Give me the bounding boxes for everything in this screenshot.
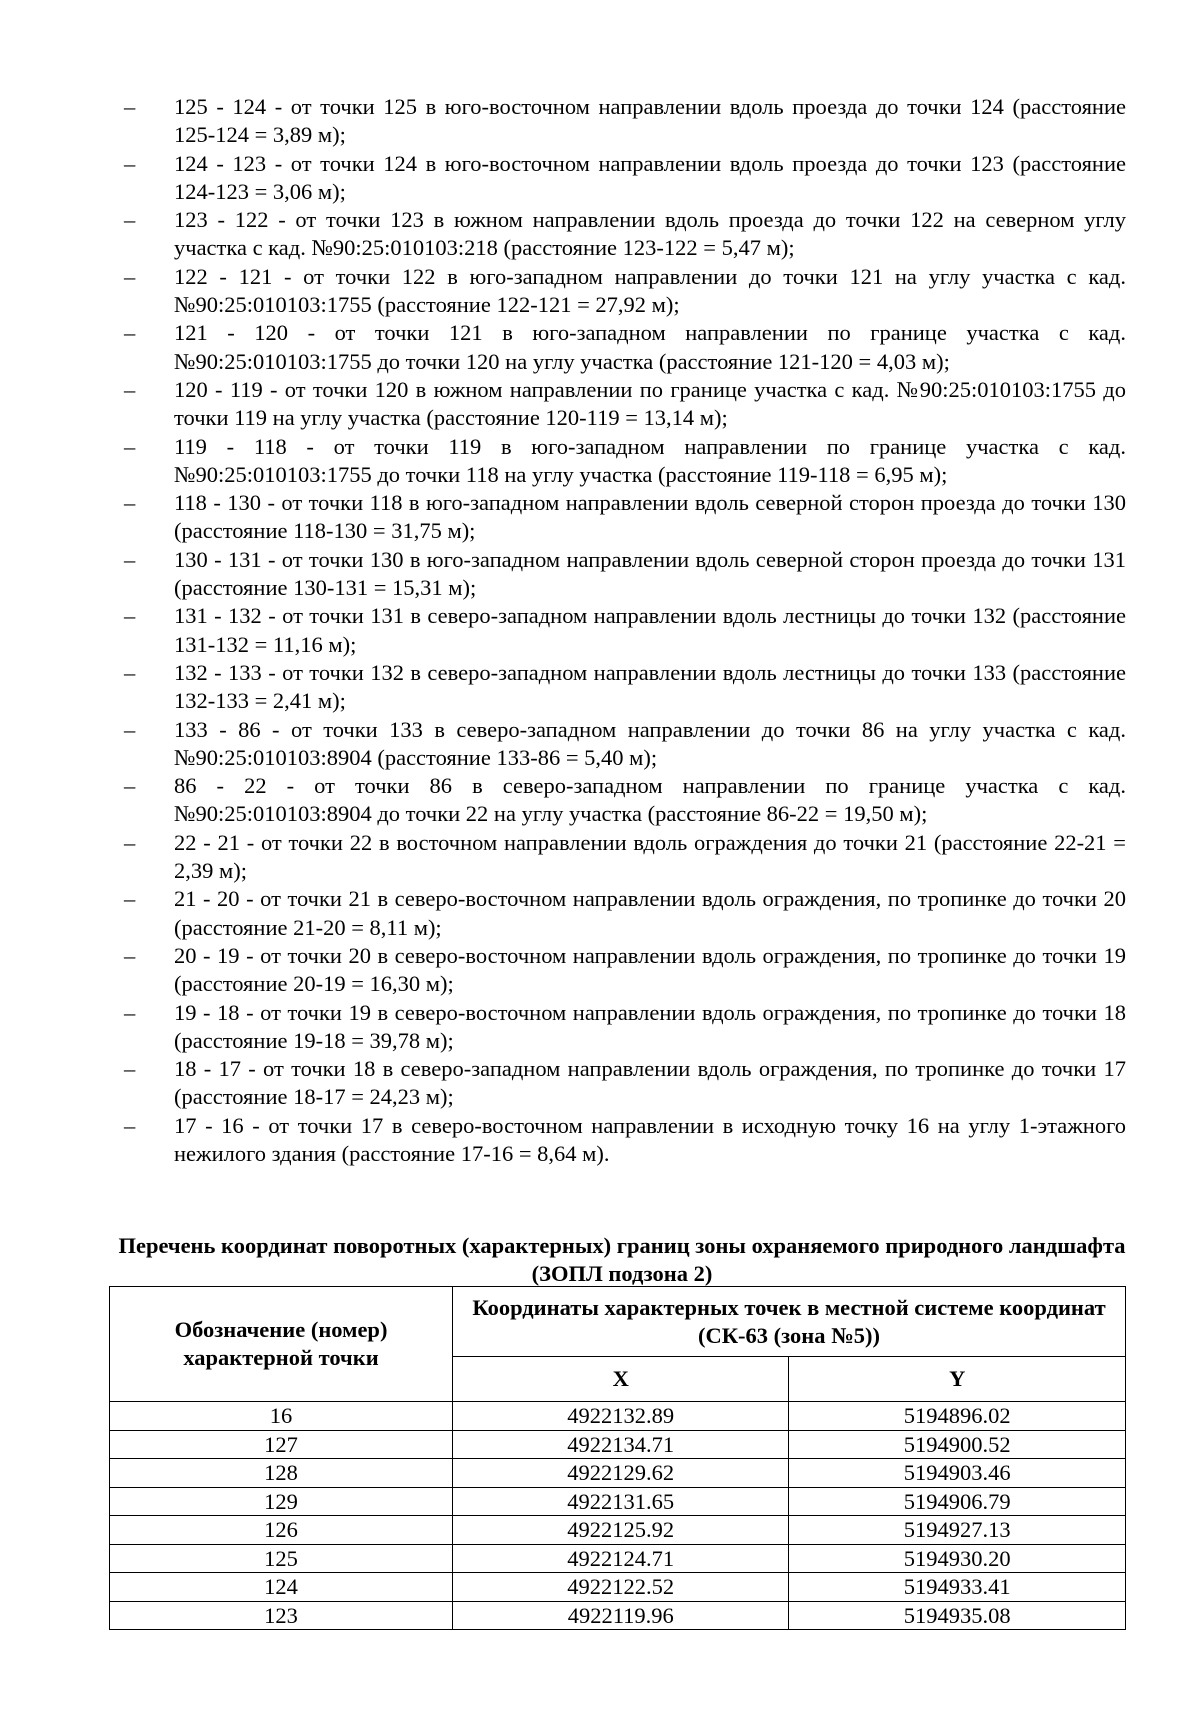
dash-bullet: – [124,829,136,855]
dash-bullet: – [124,263,136,289]
dash-bullet: – [124,94,136,119]
list-item-text: 124 - 123 - от точки 124 в юго-восточном направлении вдоль проезда до точки 123 (расстояние 124-123 = 3,06 м); [174,150,1126,204]
list-item [118,319,1126,376]
x-cell: 4922119.96 [453,1601,789,1630]
list-item-text: 86 - 22 - от точки 86 в северо-западном направлении по границе участка с кад. №90:25:010103:8904 до точки 22 на углу участка (расстояние 86-22 = 19,50 м); [174,773,1126,827]
y-cell: 5194903.46 [789,1459,1126,1488]
column-header-x: X [453,1357,789,1402]
table-row [110,1402,1126,1431]
list-item-text: 19 - 18 - от точки 19 в северо-восточном направлении вдоль ограждения, по тропинке до точки 18 (расстояние 19-18 = 39,78 м); [174,999,1126,1053]
y-cell: 5194906.79 [789,1487,1126,1516]
list-item-text: 122 - 121 - от точки 122 в юго-западном направлении до точки 121 на углу участка с кад. №90:25:010103:1755 (расстояние 122-121 = 27,92 м); [174,263,1126,318]
y-cell: 5194933.41 [789,1573,1126,1602]
dash-bullet: – [124,716,136,742]
table-row [110,1487,1126,1516]
list-item-text: 17 - 16 - от точки 17 в северо-восточном направлении в исходную точку 16 на углу 1-этажного нежилого здания (расстояние 17-16 = 8,64 м). [174,1112,1126,1166]
y-cell: 5194935.08 [789,1601,1126,1630]
list-item-text: 20 - 19 - от точки 20 в северо-восточном направлении вдоль ограждения, по тропинке до точки 19 (расстояние 20-19 = 16,30 м); [174,942,1126,997]
list-item [118,1055,1126,1112]
dash-bullet: – [124,490,136,516]
table-row [110,1601,1126,1630]
dash-bullet: – [124,376,136,402]
list-item [118,829,1126,886]
dash-bullet: – [124,603,136,629]
dash-bullet: – [124,433,136,459]
list-item [118,546,1126,603]
list-item [118,942,1126,999]
boundary-description-list [118,93,1126,1168]
table-row [110,1544,1126,1573]
list-item [118,999,1126,1056]
dash-bullet: – [124,150,136,176]
y-cell: 5194900.52 [789,1430,1126,1459]
list-item-text: 119 - 118 - от точки 119 в юго-западном направлении по границе участка с кад. №90:25:010103:1755 до точки 118 на углу участка (расстояние 119-118 = 6,95 м); [174,433,1126,487]
dash-bullet: – [124,773,136,799]
coordinates-table [109,1286,1126,1630]
table-row [110,1516,1126,1545]
list-item-text: 118 - 130 - от точки 118 в юго-западном направлении вдоль северной сторон проезда до точки 130 (расстояние 118-130 = 31,75 м); [174,490,1126,544]
list-item [118,263,1126,320]
list-item-text: 125 - 124 - от точки 125 в юго-восточном направлении вдоль проезда до точки 124 (расстояние 125-124 = 3,89 м); [174,94,1126,148]
dash-bullet: – [124,207,136,233]
list-item [118,602,1126,659]
list-item [118,433,1126,490]
list-item [118,716,1126,773]
list-item-text: 131 - 132 - от точки 131 в северо-западном направлении вдоль лестницы до точки 132 (расстояние 131-132 = 11,16 м); [174,603,1126,657]
list-item [118,885,1126,942]
coordinates-table-heading: Перечень координат поворотных (характерных) границ зоны охраняемого природного ландшафта (ЗОПЛ подзона 2) [118,1233,1126,1286]
list-item-text: 123 - 122 - от точки 123 в южном направлении вдоль проезда до точки 122 на северном углу участка с кад. №90:25:010103:218 (расстояние 123-122 = 5,47 м); [174,207,1126,261]
x-cell: 4922124.71 [453,1544,789,1573]
x-cell: 4922134.71 [453,1430,789,1459]
y-cell: 5194927.13 [789,1516,1126,1545]
x-cell: 4922122.52 [453,1573,789,1602]
dash-bullet: – [124,546,136,572]
point-cell: 127 [110,1430,453,1459]
column-header-coordinates: Координаты характерных точек в местной системе координат (СК-63 (зона №5)) [453,1287,1126,1357]
column-header-point: Обозначение (номер) характерной точки [110,1287,453,1402]
list-item [118,206,1126,263]
list-item-text: 132 - 133 - от точки 132 в северо-западном направлении вдоль лестницы до точки 133 (расстояние 132-133 = 2,41 м); [174,659,1126,714]
column-header-y: Y [789,1357,1126,1402]
y-cell: 5194896.02 [789,1402,1126,1431]
point-cell: 16 [110,1402,453,1431]
list-item [118,376,1126,433]
point-cell: 124 [110,1573,453,1602]
dash-bullet: – [124,1056,136,1082]
point-cell: 128 [110,1459,453,1488]
list-item-text: 133 - 86 - от точки 133 в северо-западном направлении до точки 86 на углу участка с кад. №90:25:010103:8904 (расстояние 133-86 = 5,40 м); [174,716,1126,770]
point-cell: 123 [110,1601,453,1630]
x-cell: 4922131.65 [453,1487,789,1516]
dash-bullet: – [124,886,136,912]
dash-bullet: – [124,999,136,1025]
x-cell: 4922125.92 [453,1516,789,1545]
point-cell: 125 [110,1544,453,1573]
list-item [118,93,1126,150]
dash-bullet: – [124,659,136,685]
point-cell: 129 [110,1487,453,1516]
list-item [118,150,1126,207]
x-cell: 4922132.89 [453,1402,789,1431]
dash-bullet: – [124,320,136,346]
list-item [118,1112,1126,1169]
list-item-text: 120 - 119 - от точки 120 в южном направлении по границе участка с кад. №90:25:010103:1755 до точки 119 на углу участка (расстояние 120-119 = 13,14 м); [174,376,1126,431]
table-row [110,1573,1126,1602]
x-cell: 4922129.62 [453,1459,789,1488]
list-item-text: 130 - 131 - от точки 130 в юго-западном направлении вдоль северной сторон проезда до точки 131 (расстояние 130-131 = 15,31 м); [174,546,1126,601]
list-item [118,659,1126,716]
table-row [110,1430,1126,1459]
dash-bullet: – [124,942,136,968]
list-item [118,489,1126,546]
list-item-text: 121 - 120 - от точки 121 в юго-западном направлении по границе участка с кад. №90:25:010103:1755 до точки 120 на углу участка (расстояние 121-120 = 4,03 м); [174,320,1126,374]
list-item-text: 21 - 20 - от точки 21 в северо-восточном направлении вдоль ограждения, по тропинке до точки 20 (расстояние 21-20 = 8,11 м); [174,886,1126,940]
point-cell: 126 [110,1516,453,1545]
dash-bullet: – [124,1112,136,1138]
list-item-text: 22 - 21 - от точки 22 в восточном направлении вдоль ограждения до точки 21 (расстояние 22-21 = 2,39 м); [174,829,1126,884]
list-item-text: 18 - 17 - от точки 18 в северо-западном направлении вдоль ограждения, по тропинке до точки 17 (расстояние 18-17 = 24,23 м); [174,1056,1126,1110]
list-item [118,772,1126,829]
table-row [110,1459,1126,1488]
y-cell: 5194930.20 [789,1544,1126,1573]
